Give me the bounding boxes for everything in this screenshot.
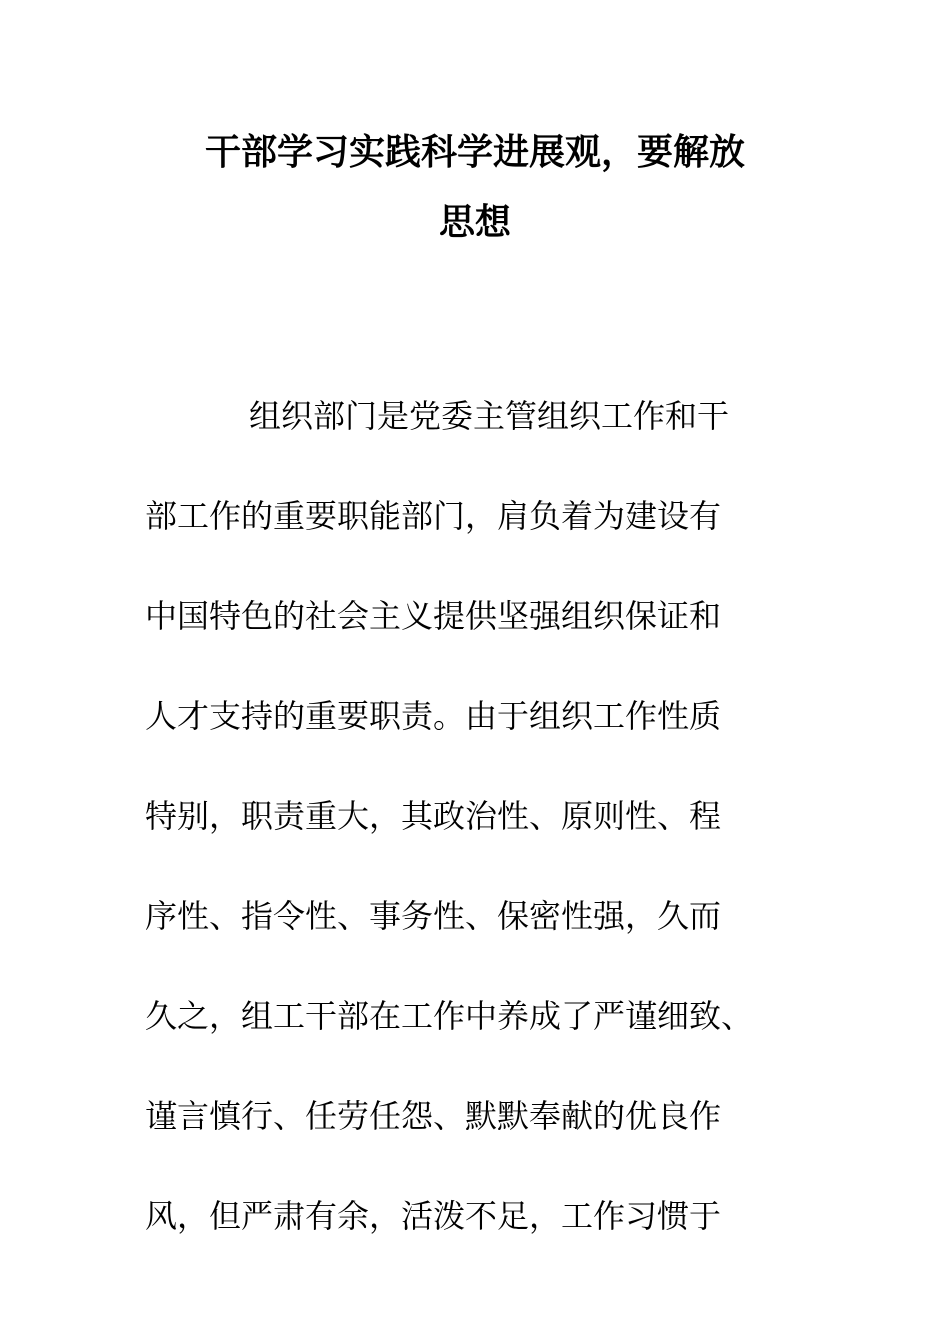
title-line-2: 思想 bbox=[438, 202, 511, 243]
body-line-2: 部工作的重要职能部门，肩负着为建设有 bbox=[145, 497, 722, 535]
body-line-6: 序性、指令性、事务性、保密性强，久而 bbox=[145, 897, 722, 935]
body-line-4: 人才支持的重要职责。由于组织工作性质 bbox=[145, 697, 722, 735]
body-line-7: 久之，组工干部在工作中养成了严谨细致、 bbox=[145, 997, 754, 1035]
document-body bbox=[145, 366, 825, 1266]
document-title bbox=[145, 118, 805, 258]
body-line-5: 特别，职责重大，其政治性、原则性、程 bbox=[145, 797, 722, 835]
body-line-9: 风，但严肃有余，活泼不足，工作习惯于 bbox=[145, 1197, 722, 1235]
body-line-1: 组织部门是党委主管组织工作和干 bbox=[249, 397, 730, 435]
body-line-8: 谨言慎行、任劳任怨、默默奉献的优良作 bbox=[145, 1097, 722, 1135]
body-line-3: 中国特色的社会主义提供坚强组织保证和 bbox=[145, 597, 722, 635]
title-line-1: 干部学习实践科学进展观，要解放 bbox=[204, 132, 745, 173]
